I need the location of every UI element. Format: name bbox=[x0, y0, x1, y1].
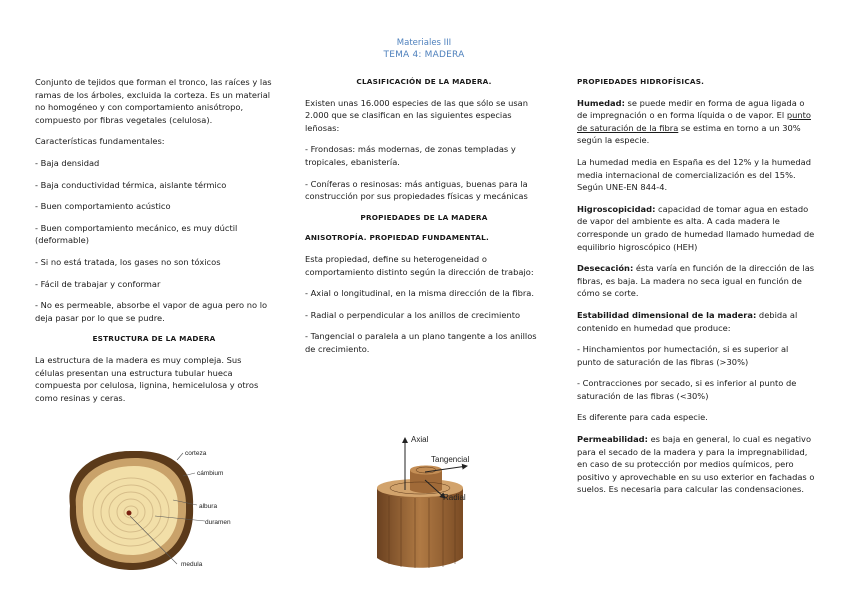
estabilidad-paragraph: Estabilidad dimensional de la madera: debida al contenido en humedad que produce: bbox=[577, 309, 798, 333]
permeabilidad-label: Permeabilidad: bbox=[577, 434, 648, 445]
axial-item: - Axial o longitudinal, en la misma dirección de la fibra. bbox=[305, 288, 534, 299]
topic-title: TEMA 4: MADERA bbox=[383, 50, 465, 60]
label-corteza: corteza bbox=[185, 450, 207, 457]
desecacion-paragraph: Desecación: ésta varía en función de la dirección de las fibras, es baja. La madera no seca igual en función de cómo se corte. bbox=[577, 263, 815, 299]
higroscopicidad-label: Higroscopicidad: bbox=[577, 203, 656, 214]
label-tangencial: Tangencial bbox=[431, 455, 470, 464]
label-albura: albura bbox=[199, 503, 218, 510]
feature-item: - Si no está tratada, los gases no son tóxicos bbox=[35, 256, 221, 267]
coniferas-item: - Coníferas o resinosas: más antiguas, buenas para la construcción por sus propiedades físicas y mecánicas bbox=[305, 178, 528, 202]
frondosas-item: - Frondosas: más modernas, de zonas templadas y tropicales, ebanistería. bbox=[305, 144, 516, 167]
feature-item: - Baja conductividad térmica, aislante térmico bbox=[35, 179, 227, 190]
hydrophysical-heading: PROPIEDADES HIDROFÍSICAS. bbox=[577, 77, 705, 86]
desecacion-label: Desecación: bbox=[577, 263, 634, 274]
classification-heading: CLASIFICACIÓN DE LA MADERA. bbox=[356, 77, 492, 86]
species-difference: Es diferente para cada especie. bbox=[577, 412, 708, 423]
feature-item: - Buen comportamiento mecánico, es muy dúctil (deformable) bbox=[35, 222, 238, 246]
log-cross-section bbox=[69, 451, 193, 570]
contracciones-item: - Contracciones por secado, si es inferior al punto de saturación de las fibras (<30%) bbox=[577, 378, 797, 401]
properties-heading: PROPIEDADES DE LA MADERA bbox=[360, 212, 488, 222]
species-paragraph: Existen unas 16.000 especies de las que sólo se usan 2.000 que se clasifican en las siguientes especias leñosas: bbox=[305, 97, 529, 133]
saturation-point-term: punto de saturación de la fibra bbox=[577, 110, 811, 133]
hinchamientos-item: - Hinchamientos por humectación, si es superior al punto de saturación de las fibras (>30%) bbox=[577, 344, 789, 367]
humedad-paragraph: Humedad: se puede medir en forma de agua ligada o de impregnación o en forma líquida o de vapor. El punto de saturación de la fibra se estima en torno a un 30% según la especie. bbox=[577, 97, 811, 146]
features-title: Características fundamentales: bbox=[35, 136, 165, 147]
structure-heading: ESTRUCTURA DE LA MADERA bbox=[92, 334, 216, 344]
feature-item: - No es permeable, absorbe el vapor de agua pero no lo deja pasar por lo que se pudre. bbox=[35, 300, 268, 323]
label-axial: Axial bbox=[411, 435, 429, 444]
permeabilidad-paragraph: Permeabilidad: es baja en general, lo cual es negativo para el secado de la madera y para la impregnabilidad, en caso de su protección por medios químicos, pero positivo y aprovechable en su uso exterior en fachadas o suelos. Es necesaria para calcular las condensaciones. bbox=[577, 434, 815, 495]
column-1 bbox=[35, 76, 273, 413]
anisotropy-figure bbox=[365, 428, 485, 573]
course-title: Materiales III bbox=[396, 38, 452, 48]
feature-item: - Baja densidad bbox=[35, 157, 100, 168]
feature-item: - Buen comportamiento acústico bbox=[35, 201, 171, 212]
label-duramen: duramen bbox=[205, 519, 231, 526]
tree-cross-section-figure bbox=[55, 446, 231, 576]
label-medula: medula bbox=[181, 561, 203, 568]
feature-item: - Fácil de trabajar y conformar bbox=[35, 278, 161, 289]
tangential-item: - Tangencial o paralela a un plano tangente a los anillos de crecimiento. bbox=[305, 331, 537, 354]
anisotropy-heading: ANISOTROPÍA. PROPIEDAD FUNDAMENTAL. bbox=[305, 233, 489, 243]
intro-paragraph: Conjunto de tejidos que forman el tronco, las raíces y las ramas de los árboles, excluida la corteza. Es un material no homogéneo y con comportamiento anisótropo, compuesto por fibras vegetales (celulosa). bbox=[35, 77, 272, 125]
wood-log-piece bbox=[377, 466, 463, 569]
radial-item: - Radial o perpendicular a los anillos de crecimiento bbox=[305, 309, 521, 320]
structure-paragraph: La estructura de la madera es muy compleja. Sus células presentan una estructura tubular hueca compuesta por celulosa, lignina, hemicelulosa y otros como resinas y ceras. bbox=[35, 354, 259, 403]
column-2 bbox=[305, 76, 543, 365]
label-cambium: cámbium bbox=[197, 470, 224, 477]
page-header bbox=[0, 37, 848, 61]
label-radial: Radial bbox=[443, 493, 466, 502]
column-3 bbox=[577, 76, 815, 505]
anisotropy-paragraph: Esta propiedad, define su heterogeneidad o comportamiento distinto según la dirección de trabajo: bbox=[305, 253, 534, 277]
humedad-label: Humedad: bbox=[577, 97, 625, 108]
estabilidad-label: Estabilidad dimensional de la madera: bbox=[577, 309, 757, 320]
higroscopicidad-paragraph: Higroscopicidad: capacidad de tomar agua en estado de vapor del ambiente es alta. A cada madera le corresponde un grado de humedad llamado humedad de equilibrio higroscópico (HEH) bbox=[577, 203, 815, 252]
average-humidity-paragraph: La humedad media en España es del 12% y la humedad media internacional de comercialización es del 15%. Según UNE-EN 844-4. bbox=[577, 156, 812, 193]
